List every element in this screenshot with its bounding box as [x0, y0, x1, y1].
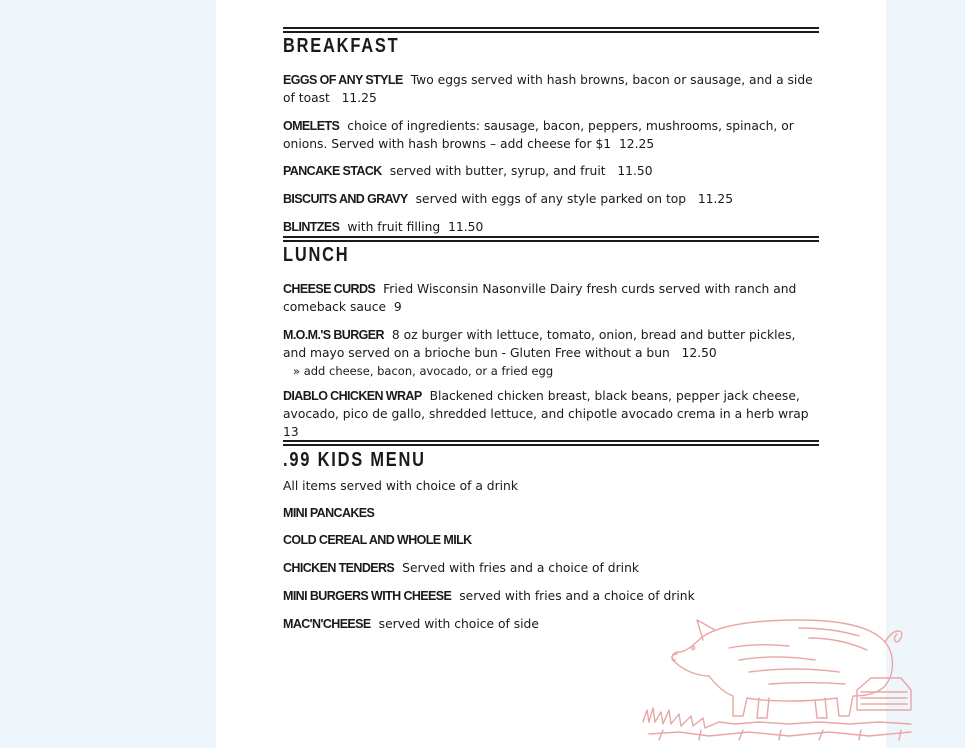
item-price: 11.50: [617, 164, 653, 178]
menu-item: [283, 280, 813, 316]
item-name: BISCUITS AND GRAVY: [283, 192, 408, 206]
section-heading-breakfast: BREAKFAST: [283, 35, 400, 57]
item-name: PANCAKE STACK: [283, 164, 382, 178]
item-name: MAC'N'CHEESE: [283, 617, 371, 631]
item-name: DIABLO CHICKEN WRAP: [283, 389, 422, 403]
menu-item: [283, 326, 813, 380]
item-price: 12.25: [618, 137, 655, 151]
item-description: served with choice of side: [378, 617, 539, 631]
item-description: Served with fries and a choice of drink: [402, 561, 639, 575]
menu-item: [283, 162, 813, 180]
item-name: CHICKEN TENDERS: [283, 561, 395, 575]
item-description: served with butter, syrup, and fruit: [389, 164, 606, 178]
item-name: OMELETS: [283, 119, 340, 133]
item-price: 11.25: [697, 192, 734, 206]
menu-item: [283, 531, 813, 549]
item-name: M.O.M.'S BURGER: [283, 328, 384, 342]
item-price: 13: [283, 425, 299, 439]
menu-item: [283, 559, 813, 577]
menu-item: [283, 117, 813, 153]
menu-item: [283, 190, 813, 208]
item-description: served with fries and a choice of drink: [459, 589, 695, 603]
menu-item: [283, 71, 813, 107]
item-description: served with eggs of any style parked on top: [415, 192, 687, 206]
item-description: Two eggs served with hash browns, bacon or sausage, and a side of toast: [283, 73, 813, 105]
section-intro: All items served with choice of a drink: [283, 479, 518, 493]
item-description: 8 oz burger with lettuce, tomato, onion, bread and butter pickles, and mayo served on a brioche bun - Gluten Free without a bun: [283, 328, 796, 360]
item-add-on-note: » add cheese, bacon, avocado, or a fried egg: [293, 364, 554, 378]
section-divider: [283, 27, 819, 33]
section-heading-lunch: LUNCH: [283, 244, 350, 266]
menu-page: [216, 0, 886, 748]
item-name: MINI PANCAKES: [283, 506, 375, 520]
item-name: EGGS OF ANY STYLE: [283, 73, 403, 87]
section-divider: [283, 440, 819, 446]
section-heading-kids: .99 KIDS MENU: [283, 449, 426, 471]
item-description: choice of ingredients: sausage, bacon, peppers, mushrooms, spinach, or onions. Served with hash browns – add cheese for $1: [283, 119, 794, 151]
item-price: 11.50: [448, 220, 484, 234]
item-description: Fried Wisconsin Nasonville Dairy fresh curds served with ranch and comeback sauce: [283, 282, 797, 314]
item-name: COLD CEREAL AND WHOLE MILK: [283, 533, 472, 547]
item-description: with fruit filling: [347, 220, 441, 234]
menu-item: [283, 504, 813, 522]
item-price: 11.25: [341, 91, 377, 105]
section-divider: [283, 236, 819, 242]
pig-illustration: [639, 598, 915, 744]
item-price: 9: [393, 300, 402, 314]
item-name: CHEESE CURDS: [283, 282, 376, 296]
item-name: MINI BURGERS WITH CHEESE: [283, 589, 452, 603]
item-price: 12.50: [681, 346, 717, 360]
item-name: BLINTZES: [283, 220, 340, 234]
menu-item: [283, 218, 813, 236]
item-description: Blackened chicken breast, black beans, pepper jack cheese, avocado, pico de gallo, shredded lettuce, and chipotle avocado crema in a herb wrap: [283, 389, 809, 421]
menu-item: [283, 387, 813, 441]
